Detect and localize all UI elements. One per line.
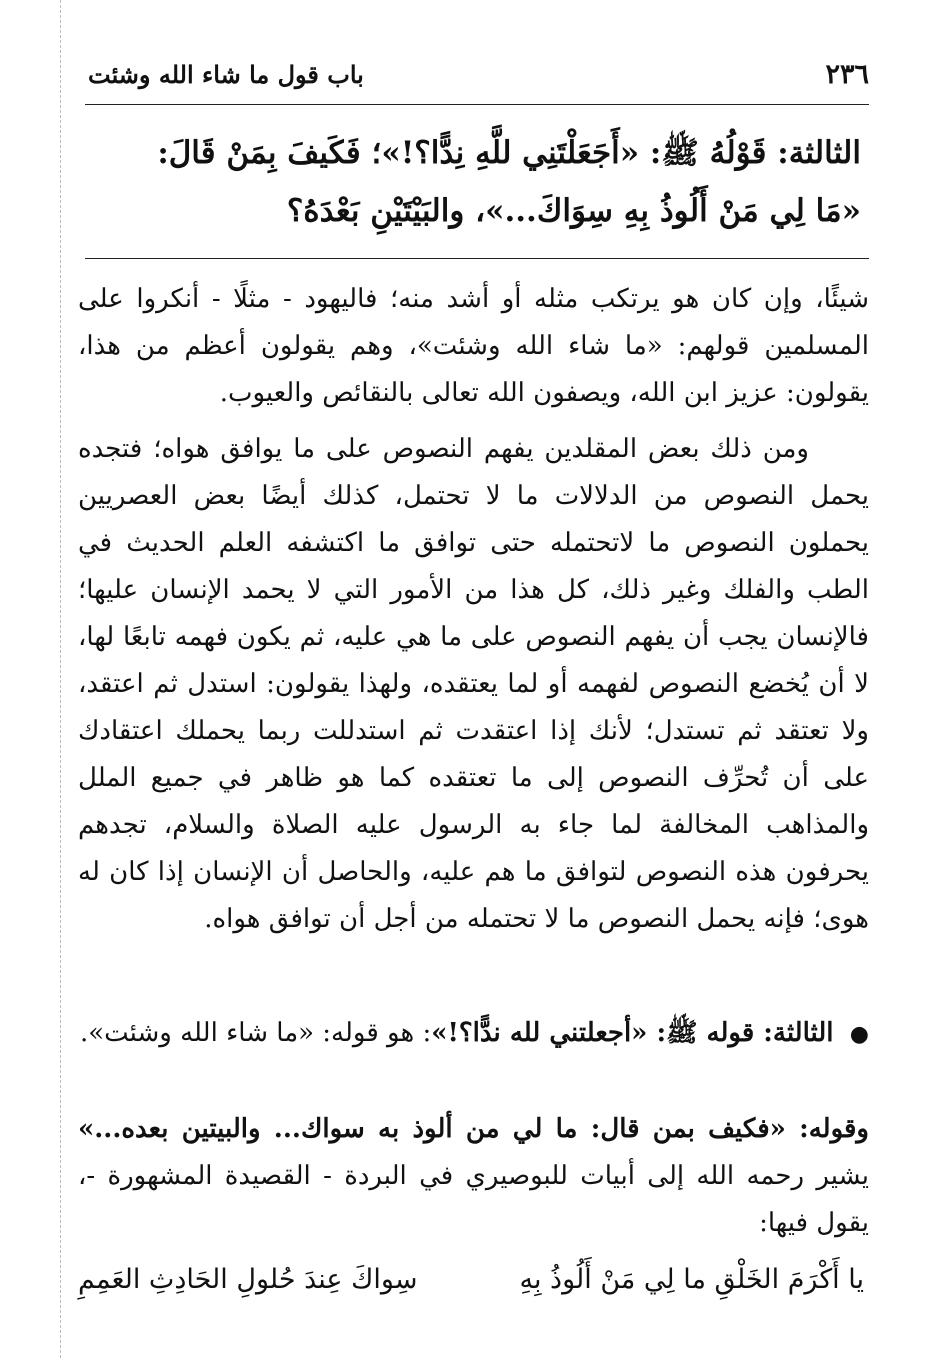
paragraph-block	[78, 426, 869, 943]
heading-line-1: الثالثة: قَوْلُهُ ﷺ: «أَجَعَلْتَنِي للَّهِ نِدًّا؟!»؛ فَكَيفَ بِمَنْ قَالَ:	[157, 135, 861, 171]
heading-rule	[85, 258, 869, 259]
verse-hemistich-2: سِواكَ عِندَ حُلولِ الحَادِثِ العَمِمِ	[78, 1264, 418, 1295]
poem-verse	[78, 1256, 864, 1304]
page-header	[88, 50, 869, 98]
verse-hemistich-1: يا أَكْرَمَ الخَلْقِ ما لِي مَنْ أَلُوذُ بِهِ	[519, 1264, 864, 1295]
running-title: باب قول ما شاء الله وشئت	[88, 59, 364, 89]
chapter-heading	[85, 124, 861, 240]
quote-lead: وقوله: «فكيف بمن قال: ما لي من ألوذ به سواك... والبيتين بعده...»	[78, 1114, 869, 1144]
bullet-lead: الثالثة: قوله ﷺ: «أجعلتني لله ندًّا؟!»	[431, 1018, 834, 1048]
page-number: ٢٣٦	[825, 58, 869, 90]
bullet-icon: ●	[849, 1022, 869, 1047]
bullet-paragraph	[78, 1010, 869, 1058]
bullet-text: : هو قوله: «ما شاء الله وشئت».	[79, 1018, 432, 1048]
paragraph-1: شيئًا، وإن كان هو يرتكب مثله أو أشد منه؛ فاليهود - مثلًا - أنكروا على المسلمين قولهم: «ما شاء الله وشئت»، وهم يقولون أعظم من هذا، يقولون: عزيز ابن الله، ويصفون الله تعالى بالنقائص والعيوب.	[78, 284, 869, 408]
heading-line-2: «مَا لِي مَنْ أَلُوذُ بِهِ سِوَاكَ...»، والبَيْتَيْنِ بَعْدَهُ؟	[286, 193, 861, 229]
header-rule	[85, 104, 869, 105]
paragraph-2: ومن ذلك بعض المقلدين يفهم النصوص على ما يوافق هواه؛ فتجده يحمل النصوص من الدلالات ما لا تحتمل، كذلك أيضًا بعض العصريين يحملون النصوص ما لاتحتمله حتى توافق ما اكتشفه العلم الحديث في الطب والفلك وغير ذلك، كل هذا من الأمور التي لا يحمد الإنسان عليها؛ فالإنسان يجب أن يفهم النصوص على ما هي عليه، ثم يكون فهمه تابعًا لها، لا أن يُخضع النصوص لفهمه أو لما يعتقده، ولهذا يقولون: استدل ثم اعتقد، ولا تعتقد ثم تستدل؛ لأنك إذا اعتقدت ثم استدللت ربما يحملك اعتقادك على أن تُحرِّف النصوص إلى ما تعتقده كما هو ظاهر في جميع الملل والمذاهب المخالفة لما جاء به الرسول عليه الصلاة والسلام، تجدهم يحرفون هذه النصوص لتوافق ما هم عليه، والحاصل أن الإنسان إذا كان له هوى؛ فإنه يحمل النصوص ما لا تحتمله من أجل أن توافق هواه.	[78, 434, 869, 934]
quote-text: يشير رحمه الله إلى أبيات للبوصيري في البردة - القصيدة المشهورة -، يقول فيها:	[78, 1161, 869, 1238]
quote-paragraph	[78, 1106, 869, 1247]
paragraph-continuation	[78, 276, 869, 417]
